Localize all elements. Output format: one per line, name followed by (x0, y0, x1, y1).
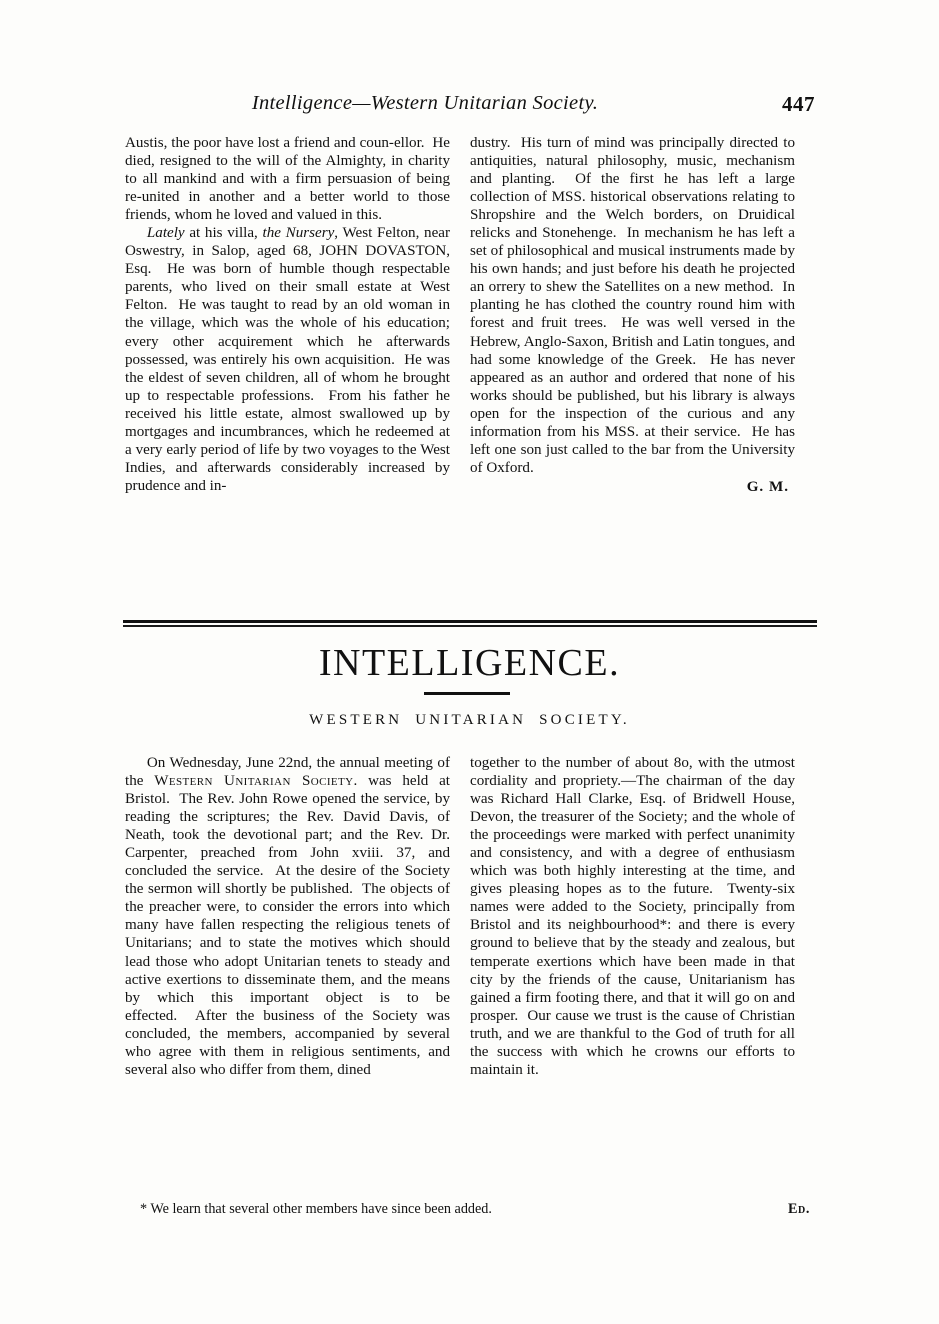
obituary-signature: G. M. (746, 478, 789, 495)
intelligence-p1-e: The objects of the preacher were, to consider the errors into which many have fallen respecting the religious tenets of Unitarians; and to state the motives which should lead those who adopt Unitarian tenets to steady and active exertions to disseminate them, and the means by which this important object is to be effected. (125, 881, 450, 1024)
divider-line-thick (123, 620, 817, 623)
obituary-nursery-italic: the Nursery (262, 225, 335, 242)
obituary-part-c: Of the first he has left a large collection of MSS. historical observations relating to Shropshire and the Welch borders, on Druidical relicks and Stonehenge. (470, 171, 796, 242)
intelligence-p1-b: . was held at Bristol. (125, 773, 451, 808)
obituary-part-a: dustry. (470, 135, 511, 151)
obituary-p2-c: He was born of humble though respectable parents, who lived on their small estate at West Felton. (125, 261, 450, 314)
section-divider-rule (123, 620, 817, 627)
obituary-left-column (125, 134, 450, 495)
obituary-p2-a: at his villa, (184, 225, 263, 242)
intelligence-p1-a: On Wednesday, June 22nd, the annual meeting of the (125, 755, 450, 790)
running-head (125, 92, 815, 118)
footnote-text: * We learn that several other members have since been added. (140, 1201, 492, 1217)
obituary-right-column (470, 134, 795, 496)
obituary-paragraph-1 (125, 134, 450, 224)
obituary-p2-f: From his father he received his little estate, almost swallowed up by mortgages and incumbrances, which he redeemed at a very early period of life by two voyages to the West Indies, and afterwards considerably increased by prudence and in- (125, 387, 450, 494)
intelligence-p1-i: Our cause we trust is the cause of Christian truth, and we are thankful to the God of truth for all the success with which he crowns our efforts to maintain it. (470, 1007, 796, 1078)
obituary-p1-part1: Austis, the poor have lost a friend and coun-ellor. (125, 135, 425, 151)
obituary-p1-part2: He died, resigned to the will of the Almighty, in charity to all mankind and with a firm persuasion of being re-united in another and a better world to those friends, whom he loved and valued in this. (125, 135, 450, 224)
page-number: 447 (782, 92, 815, 116)
obituary-part-f: He was well versed in the Hebrew, Anglo-Saxon, British and Latin tongues, and had some knowledge of the Greek. (470, 315, 796, 368)
intelligence-p1-c: The Rev. John Rowe opened the service, by reading the scriptures; the Rev. David Davis, of Neath, took the devotional part; and the Rev. Dr. Carpenter, preached from John xviii. 37, and concluded the service. (125, 791, 450, 880)
intelligence-society-smallcaps: Western Unitarian Society (154, 773, 354, 790)
intelligence-p1-g: together to the number of about 8o, with the utmost cordiality and propriety.—The chairman of the day was Richard Hall Clarke, Esq. of Bridwell House, Devon, the treasurer of the Society; and the whole of the proceedings were marked with perfect unanimity and consistency, and with a degree of enthusiasm which was both highly interesting at the time, and gives pleasing hopes as to the future. (470, 755, 795, 898)
subsection-heading-western-unitarian-society: WESTERN UNITARIAN SOCIETY. (309, 712, 630, 728)
obituary-part-d: In mechanism he has left a set of philosophical and musical instruments made by his own hands; and just before his death he projected an orrery to shew the Satellites on a new method. (470, 225, 796, 296)
obituary-p2-e: He was the eldest of seven children, all of whom he brought up to respectable professions. (125, 351, 450, 404)
intelligence-right-column (470, 754, 795, 1079)
obituary-columns (125, 134, 815, 604)
running-head-title: Intelligence—Western Unitarian Society. (251, 92, 599, 114)
obituary-part-b: His turn of mind was principally directed to antiquities, natural philosophy, music, mechanism and planting. (470, 135, 795, 188)
obituary-part-e: In planting he has clothed the country round him with forest and fruit trees. (470, 279, 795, 332)
footnote-editor-mark: Ed. (787, 1201, 810, 1217)
obituary-part-h: He has left one son just called to the bar from the University of Oxford. (470, 423, 796, 476)
footnote (140, 1201, 810, 1218)
intelligence-p1-d: At the desire of the Society the sermon will shortly be published. (125, 863, 451, 898)
obituary-paragraph-2 (125, 224, 450, 495)
obituary-p2-b: , West Felton, near Oswestry, in Salop, aged 68, JOHN DOVASTON, Esq. (125, 225, 451, 278)
obituary-part-g: He has never appeared as an author and ordered that none of his works should be published, but his library is always open for the inspection of the curious and any information from his MSS. at their service. (470, 351, 796, 440)
intelligence-paragraph (125, 754, 450, 1079)
intelligence-columns (125, 754, 815, 1174)
divider-line-thin (123, 625, 817, 627)
section-heading-intelligence: INTELLIGENCE. (318, 642, 621, 684)
intelligence-left-column (125, 754, 450, 1079)
obituary-p2-d: He was taught to read by an old woman in the village, which was the whole of his education; every other acquirement which he afterwards possessed, was entirely his own acquisition. (125, 297, 451, 368)
short-divider-rule (424, 692, 510, 695)
intelligence-p1-f: After the business of the Society was concluded, the members, accompanied by several who agree with them in religious sentiments, and several also who differ from them, dined (125, 1007, 451, 1078)
intelligence-p1-h: Twenty-six names were added to the Society, principally from Bristol and its neighbourhood*: and there is every ground to believe that by the steady and zealous, but temperate exertions which have been made in that city by the friends of the cause, Unitarianism has gained a firm footing there, and that it will go on and prosper. (470, 881, 795, 1024)
obituary-continuation (470, 134, 795, 477)
intelligence-continuation (470, 754, 795, 1079)
obituary-lately-italic: Lately (146, 225, 185, 242)
